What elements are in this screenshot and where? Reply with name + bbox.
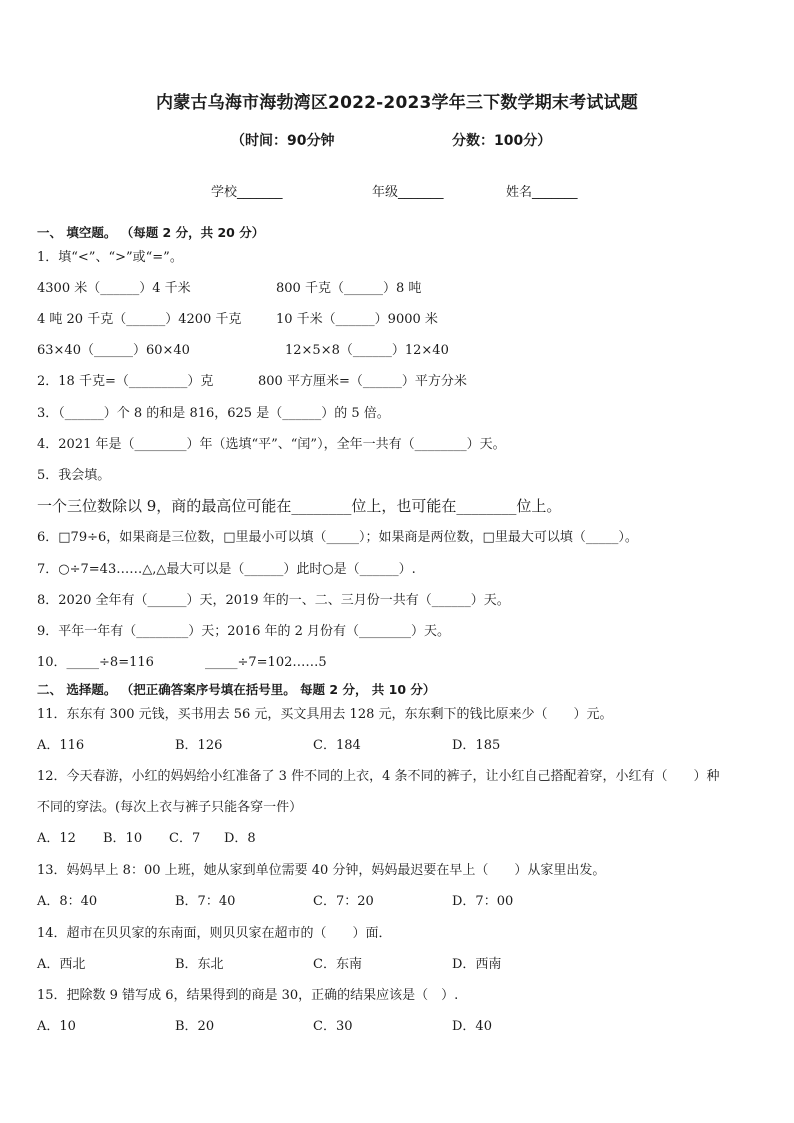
exam-time: （时间：90分钟 (231, 133, 335, 149)
question-14: 14．超市在贝贝家的东南面，则贝贝家在超市的（ ）面． (37, 926, 392, 941)
option-d: D．40 (452, 1019, 492, 1034)
option-a: A．10 (37, 1019, 76, 1034)
grade-field: 年级_______ (372, 185, 444, 200)
question-1-item: 12×5×8（______）12×40 (285, 343, 449, 358)
option-a: A．8：40 (37, 894, 98, 909)
page-title: 内蒙古乌海市海勃湾区2022-2023学年三下数学期末考试试题 (156, 93, 638, 113)
option-d: D．8 (224, 831, 256, 846)
option-c: C．184 (313, 738, 361, 753)
option-d: D．西南 (452, 957, 502, 972)
question-5-text: 一个三位数除以 9，商的最高位可能在________位上，也可能在________位上。 (37, 497, 562, 515)
question-13: 13．妈妈早上 8：00 上班，她从家到单位需要 40 分钟，妈妈最迟要在早上（ ）从家里出发。 (37, 863, 606, 878)
question-1-item: 4300 米（______）4 千米 (37, 281, 191, 296)
question-15: 15．把除数 9 错写成 6，结果得到的商是 30，正确的结果应该是（ ）. (37, 988, 459, 1003)
question-1: 1．填“<”、“>”或“=”。 (37, 250, 183, 265)
question-10-part: _____÷7=102……5 (205, 655, 327, 670)
question-3: 3．（______）个 8 的和是 816，625 是（______）的 5 倍。 (37, 406, 390, 421)
question-9: 9．平年一年有（________）天；2016 年的 2 月份有（________）天。 (37, 624, 451, 639)
question-8: 8．2020 全年有（______）天，2019 年的一、二、三月份一共有（______）天。 (37, 593, 510, 608)
question-6: 6．□79÷6，如果商是三位数，□里最小可以填（_____）；如果商是两位数，□里最大可以填（_____）。 (37, 530, 638, 545)
question-2-part: 800 平方厘米=（______）平方分米 (258, 374, 467, 389)
option-b: B．20 (175, 1019, 215, 1034)
option-b: B．7：40 (175, 894, 236, 909)
question-11: 11．东东有 300 元钱，买书用去 56 元，买文具用去 128 元，东东剩下的钱比原来少（ ）元。 (37, 707, 613, 722)
option-c: C．7 (169, 831, 201, 846)
option-b: B．126 (175, 738, 223, 753)
option-d: D．185 (452, 738, 501, 753)
school-field: 学校_______ (211, 185, 283, 200)
question-1-item: 4 吨 20 千克（______）4200 千克 (37, 312, 242, 327)
name-field: 姓名_______ (506, 185, 578, 200)
option-a: A．116 (37, 738, 85, 753)
question-1-item: 63×40（______）60×40 (37, 343, 190, 358)
exam-score: 分数：100分） (452, 133, 552, 149)
question-12: 12．今天春游，小红的妈妈给小红准备了 3 件不同的上衣，4 条不同的裤子，让小红自己搭配着穿，小红有（ ）种 (37, 769, 720, 784)
question-12-cont: 不同的穿法。(每次上衣与裤子只能各穿一件） (37, 800, 303, 815)
option-c: C．东南 (313, 957, 362, 972)
option-b: B．东北 (175, 957, 224, 972)
section-heading-fill-in: 一、 填空题。 （每题 2 分，共 20 分） (37, 225, 265, 240)
option-c: C．30 (313, 1019, 353, 1034)
question-2: 2．18 千克=（_________）克 (37, 374, 214, 389)
option-a: A．西北 (37, 957, 86, 972)
question-4: 4．2021 年是（________）年（选填“平”、“闰”），全年一共有（________）天。 (37, 437, 506, 452)
question-7: 7．○÷7=43……△,△最大可以是（______）此时○是（______）. (37, 562, 416, 577)
question-10: 10．_____÷8=116 (37, 655, 154, 670)
option-d: D．7：00 (452, 894, 514, 909)
option-b: B．10 (103, 831, 143, 846)
question-1-item: 800 千克（______）8 吨 (276, 281, 422, 296)
option-c: C．7：20 (313, 894, 374, 909)
question-1-item: 10 千米（______）9000 米 (276, 312, 438, 327)
question-5: 5．我会填。 (37, 468, 111, 483)
section-heading-choice: 二、 选择题。 （把正确答案序号填在括号里。 每题 2 分， 共 10 分） (37, 682, 436, 697)
option-a: A．12 (37, 831, 76, 846)
